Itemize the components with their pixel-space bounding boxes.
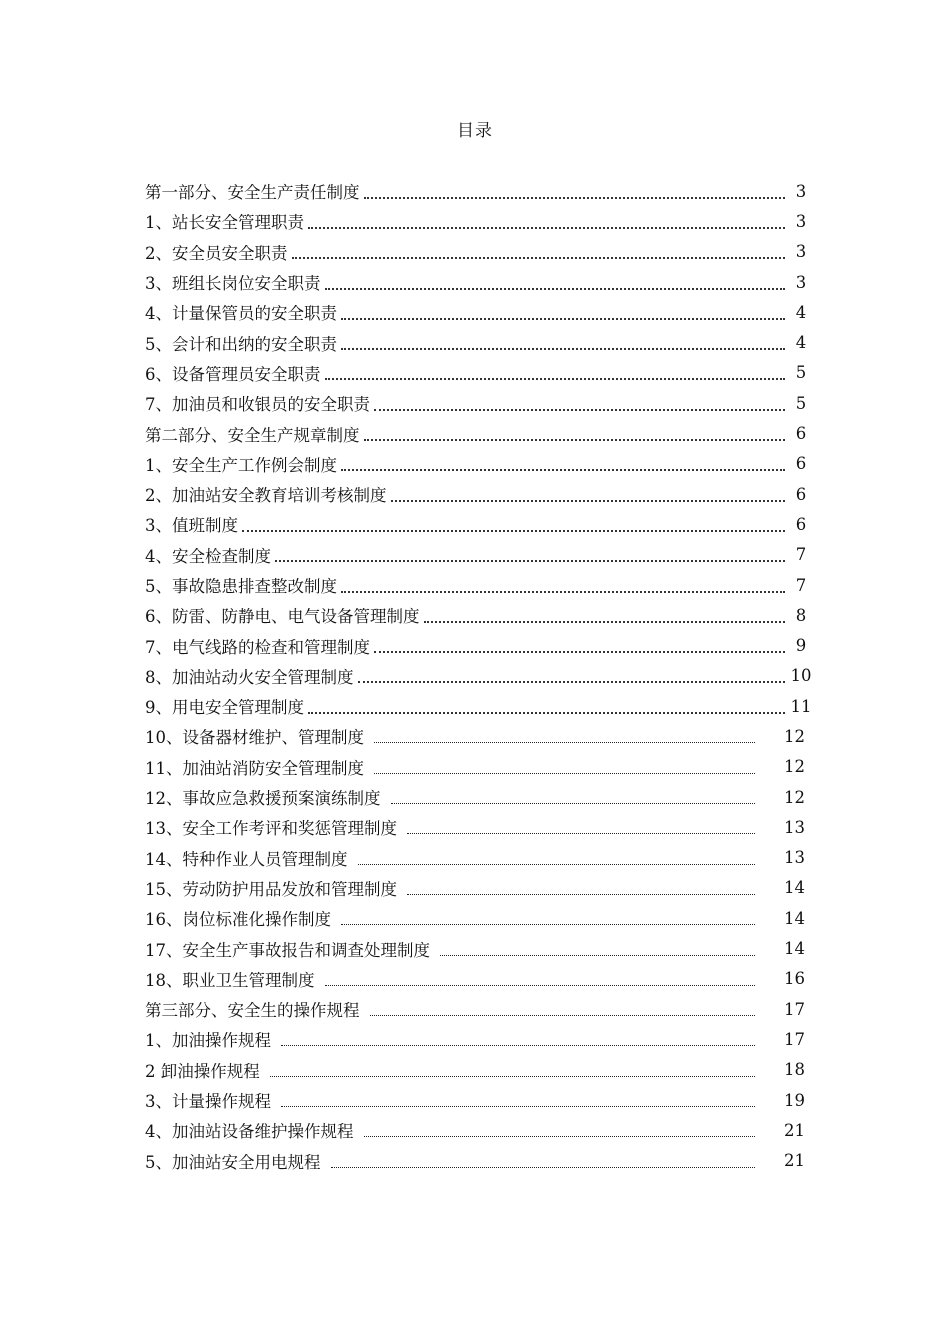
toc-entry[interactable] — [145, 903, 815, 933]
toc-entry-label: 3、值班制度 — [145, 516, 238, 536]
toc-entry[interactable] — [145, 933, 815, 963]
toc-entry[interactable] — [145, 630, 815, 660]
toc-entry-page-number: 3 — [795, 211, 807, 231]
toc-dot-leader — [341, 317, 785, 320]
toc-entry[interactable] — [145, 540, 815, 570]
toc-entry-label: 15、劳动防护用品发放和管理制度 — [145, 879, 397, 899]
toc-dot-leader — [407, 832, 755, 834]
toc-entry[interactable] — [145, 873, 815, 903]
toc-entry[interactable] — [145, 206, 815, 236]
toc-entry-page-number: 17 — [784, 1029, 805, 1049]
toc-dot-leader — [364, 196, 786, 199]
toc-entry-label: 第一部分、安全生产责任制度 — [145, 183, 360, 203]
toc-entry-label: 4、计量保管员的安全职责 — [145, 304, 337, 324]
toc-entry-label: 8、加油站动火安全管理制度 — [145, 667, 354, 687]
toc-entry[interactable] — [145, 964, 815, 994]
toc-dot-leader — [358, 863, 756, 865]
toc-entry-page-number: 16 — [784, 969, 805, 989]
toc-entry-page-number: 3 — [795, 242, 807, 262]
toc-entry-page-number: 11 — [790, 696, 812, 716]
toc-entry-label: 4、加油站设备维护操作规程 — [145, 1122, 354, 1142]
toc-entry[interactable] — [145, 237, 815, 267]
toc-entry[interactable] — [145, 812, 815, 842]
toc-entry-label: 4、安全检查制度 — [145, 546, 271, 566]
toc-dot-leader — [374, 408, 785, 411]
toc-entry-page-number: 12 — [784, 787, 805, 807]
toc-entry[interactable] — [145, 782, 815, 812]
toc-entry-label: 12、事故应急救援预案演练制度 — [145, 789, 381, 809]
toc-dot-leader — [341, 923, 755, 925]
toc-entry-page-number: 6 — [795, 454, 807, 474]
toc-dot-leader — [242, 529, 785, 532]
toc-entry[interactable] — [145, 388, 815, 418]
toc-entry-label: 第三部分、安全生的操作规程 — [145, 1001, 360, 1021]
toc-entry-page-number: 7 — [795, 575, 807, 595]
toc-dot-leader — [364, 1135, 756, 1137]
toc-entry-page-number: 14 — [784, 878, 805, 898]
toc-entry-page-number: 17 — [784, 999, 805, 1019]
toc-entry-page-number: 14 — [784, 939, 805, 959]
toc-dot-leader — [374, 741, 755, 743]
toc-entry-page-number: 5 — [795, 363, 807, 383]
toc-dot-leader — [292, 256, 786, 259]
toc-entry-label: 5、事故隐患排查整改制度 — [145, 577, 337, 596]
toc-dot-leader — [281, 1105, 755, 1107]
toc-dot-leader — [407, 893, 755, 895]
toc-entry-page-number: 6 — [795, 514, 807, 534]
toc-entry-label: 3、班组长岗位安全职责 — [145, 274, 321, 294]
toc-entry-label: 2、安全员安全职责 — [145, 243, 288, 263]
toc-entry[interactable] — [145, 691, 815, 721]
toc-entry-label: 3、计量操作规程 — [145, 1092, 271, 1112]
toc-entry-page-number: 5 — [795, 393, 807, 413]
toc-entry-label: 6、设备管理员安全职责 — [145, 364, 321, 384]
toc-dot-leader — [440, 954, 755, 956]
toc-dot-leader — [325, 984, 756, 986]
toc-entry-label: 16、岗位标准化操作制度 — [145, 910, 331, 930]
toc-entry[interactable] — [145, 1085, 815, 1115]
toc-entry[interactable] — [145, 843, 815, 873]
toc-entry[interactable] — [145, 1115, 815, 1145]
toc-entry-label: 5、会计和出纳的安全职责 — [145, 334, 337, 354]
toc-list — [145, 176, 815, 1176]
toc-entry-label: 2 卸油操作规程 — [145, 1061, 260, 1081]
toc-entry-page-number: 6 — [795, 424, 807, 444]
toc-entry-page-number: 14 — [784, 908, 805, 928]
toc-dot-leader — [364, 438, 786, 441]
toc-entry[interactable] — [145, 752, 815, 782]
toc-title: 目录 — [457, 121, 493, 141]
toc-dot-leader — [341, 468, 785, 471]
toc-entry[interactable] — [145, 449, 815, 479]
toc-entry-page-number: 21 — [784, 1120, 805, 1140]
toc-entry[interactable] — [145, 994, 815, 1024]
toc-entry-page-number: 9 — [795, 636, 807, 656]
toc-entry[interactable] — [145, 721, 815, 751]
toc-entry[interactable] — [145, 479, 815, 509]
toc-entry[interactable] — [145, 570, 815, 600]
toc-entry-page-number: 12 — [784, 757, 805, 777]
toc-entry-label: 2、加油站安全教育培训考核制度 — [145, 486, 387, 506]
toc-entry-page-number: 18 — [784, 1060, 805, 1080]
toc-entry-label: 1、安全生产工作例会制度 — [145, 455, 337, 475]
toc-entry-page-number: 12 — [784, 726, 805, 746]
toc-dot-leader — [391, 802, 756, 804]
toc-entry-label: 10、设备器材维护、管理制度 — [145, 728, 364, 748]
toc-entry[interactable] — [145, 509, 815, 539]
toc-dot-leader — [341, 347, 785, 350]
toc-entry[interactable] — [145, 661, 815, 691]
toc-entry-label: 5、加油站安全用电规程 — [145, 1152, 321, 1172]
toc-entry-page-number: 4 — [795, 302, 807, 322]
toc-entry-label: 1、站长安全管理职责 — [145, 213, 304, 233]
toc-entry-label: 1、加油操作规程 — [145, 1031, 271, 1051]
toc-entry-page-number: 21 — [784, 1151, 805, 1171]
toc-entry-page-number: 19 — [784, 1090, 805, 1110]
toc-entry[interactable] — [145, 1146, 815, 1176]
toc-entry-label: 11、加油站消防安全管理制度 — [145, 758, 364, 778]
toc-entry-page-number: 3 — [795, 181, 807, 201]
toc-dot-leader — [341, 590, 785, 593]
toc-entry-label: 14、特种作业人员管理制度 — [145, 849, 348, 869]
toc-dot-leader — [308, 226, 785, 229]
toc-entry-page-number: 8 — [795, 605, 807, 625]
toc-dot-leader — [358, 680, 786, 683]
toc-entry-label: 7、加油员和收银员的安全职责 — [145, 395, 370, 415]
toc-entry-page-number: 6 — [795, 484, 807, 504]
toc-entry-page-number: 3 — [795, 272, 807, 292]
toc-dot-leader — [374, 650, 785, 653]
toc-entry[interactable] — [145, 358, 815, 388]
toc-dot-leader — [270, 1075, 755, 1077]
toc-dot-leader — [325, 377, 786, 380]
toc-entry[interactable] — [145, 176, 815, 206]
toc-entry[interactable] — [145, 267, 815, 297]
toc-entry-label: 17、安全生产事故报告和调查处理制度 — [145, 940, 430, 960]
toc-dot-leader — [391, 499, 786, 502]
toc-entry-page-number: 13 — [784, 848, 805, 868]
toc-dot-leader — [275, 559, 785, 562]
toc-entry[interactable] — [145, 1024, 815, 1054]
toc-entry[interactable] — [145, 600, 815, 630]
toc-entry-label: 第二部分、安全生产规章制度 — [145, 425, 360, 445]
toc-entry-label: 6、防雷、防静电、电气设备管理制度 — [145, 607, 420, 627]
toc-dot-leader — [370, 1014, 756, 1016]
toc-entry-page-number: 10 — [790, 666, 812, 686]
toc-entry-page-number: 7 — [795, 545, 807, 565]
toc-dot-leader — [281, 1044, 755, 1046]
toc-entry[interactable] — [145, 1055, 815, 1085]
toc-entry[interactable] — [145, 327, 815, 357]
toc-entry[interactable] — [145, 418, 815, 448]
toc-entry[interactable] — [145, 297, 815, 327]
toc-dot-leader — [374, 772, 755, 774]
toc-dot-leader — [308, 711, 785, 714]
toc-dot-leader — [331, 1166, 756, 1168]
toc-entry-page-number: 4 — [795, 333, 807, 353]
toc-entry-label: 7、电气线路的检查和管理制度 — [145, 637, 370, 657]
toc-dot-leader — [325, 287, 786, 290]
toc-dot-leader — [424, 620, 786, 623]
toc-entry-label: 13、安全工作考评和奖惩管理制度 — [145, 819, 397, 839]
toc-entry-page-number: 13 — [784, 817, 805, 837]
toc-entry-label: 18、职业卫生管理制度 — [145, 970, 315, 990]
toc-entry-label: 9、用电安全管理制度 — [145, 698, 304, 718]
